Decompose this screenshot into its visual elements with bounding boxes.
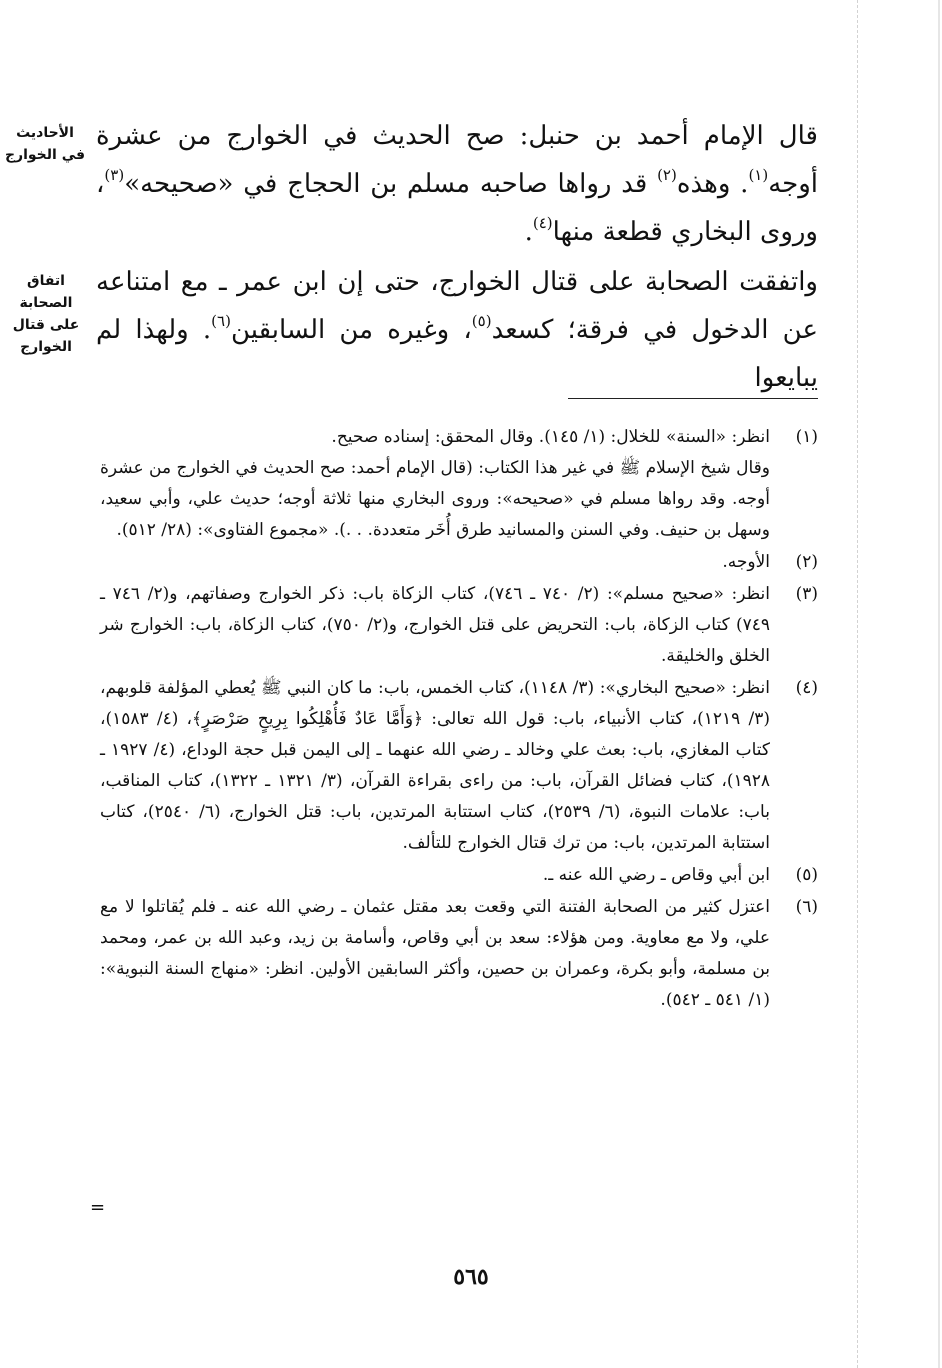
para1-line2-end: ، وروى البخاري قطعة منها	[96, 169, 818, 247]
footnote-number: (٦)	[795, 897, 818, 917]
margin-note-hadiths-on-khawarij: الأحاديث في الخوارج	[4, 125, 86, 163]
footnote-ref-2[interactable]: (٢)	[657, 166, 677, 184]
footnote-number: (٤)	[795, 678, 818, 698]
footnote-text: الأوجه.	[722, 552, 770, 572]
footnote-ref-5[interactable]: (٥)	[471, 312, 492, 330]
footnote-5	[100, 860, 818, 891]
footnote-3	[100, 579, 818, 672]
para2-text-mid: ، وغيره من السابقين	[230, 315, 472, 345]
footnote-ref-6[interactable]: (٦)	[211, 312, 231, 330]
footnote-text: انظر: «صحيح البخاري»: (٣/ ١١٤٨)، كتاب الخمس، باب: ما كان النبي ﷺ يُعطي المؤلفة قلوبهم، (٣/ ١٢١٩)، كتاب الأنبياء، باب: قول الله تعالى: ﴿وَأَمَّا عَادٌ فَأُهْلِكُوا بِرِيحٍ صَرْصَرٍ﴾، (٤/ ١٥٨٣)، كتاب المغازي، باب: بعث علي وخالد ـ رضي الله عنهما ـ إلى اليمن قبل حجة الوداع، (٤/ ١٩٢٧ ـ ١٩٢٨)، كتاب فضائل القرآن، باب: من راءى بقراءة القرآن، (٣/ ١٣٢١ ـ ١٣٢٢)، كتاب المناقب، باب: علامات النبوة، (٦/ ٢٥٣٩)، كتاب استتابة المرتدين، باب: قتل الخوارج، (٦/ ٢٥٤٠)، كتاب استتابة المرتدين، باب: من ترك قتال الخوارج للتألف.	[100, 678, 771, 853]
footnote-text: انظر: «صحيح مسلم»: (٢/ ٧٤٠ ـ ٧٤٦)، كتاب الزكاة باب: ذكر الخوارج وصفاتهم، و(٢/ ٧٤٦ ـ ٧٤٩) كتاب الزكاة، باب: التحريض على قتل الخوارج، و(٢/ ٧٥٠)، كتاب الزكاة، باب: الخوارج شر الخلق والخليقة.	[100, 584, 771, 666]
footnote-2	[100, 547, 818, 578]
footnote-text: اعتزل كثير من الصحابة الفتنة التي وقعت بعد مقتل عثمان ـ رضي الله عنه ـ فلم يُقاتلوا لا مع علي، ولا مع معاوية. ومن هؤلاء: سعد بن أبي وقاص، وأسامة بن زيد، وعبد الله بن عمر، ومحمد بن مسلمة، وأبو بكرة، وعمران بن حصين، وأكثر السابقين الأولين. انظر: «منهاج السنة النبوية»: (١/ ٥٤١ ـ ٥٤٢).	[100, 897, 770, 1010]
gutter-line	[857, 0, 859, 1368]
para2-text-end: . ولهذا لم يبايعوا	[96, 315, 818, 393]
main-text	[96, 112, 818, 402]
paragraph-2	[96, 258, 818, 402]
footnote-number: (١)	[795, 427, 818, 447]
footnote-ref-3[interactable]: (٣)	[104, 166, 125, 184]
footnote-1	[100, 422, 818, 546]
margin-note-companions-agreement: اتفاق الصحابة على قتال الخوارج	[12, 273, 80, 355]
footnote-ref-4[interactable]: (٤)	[532, 214, 553, 232]
para1-line1-end: .	[740, 169, 749, 199]
paragraph-1	[96, 112, 818, 256]
para2-text-start: واتفقت الصحابة على قتال الخوارج، حتى إن ابن عمر ـ مع امتناعه عن الدخول في فرقة؛ كسعد	[96, 267, 818, 345]
footnote-6	[100, 892, 818, 1016]
footnote-number: (٣)	[795, 584, 818, 604]
footnote-4	[100, 673, 818, 859]
para1-line2-start: وهذه	[676, 169, 731, 199]
para1-line1: قال الإمام أحمد بن حنبل: صح الحديث في الخوارج من عشرة أوجه	[96, 121, 819, 199]
footnote-text: انظر: «السنة» للخلال: (١/ ١٤٥). وقال المحقق: إسناده صحيح. وقال شيخ الإسلام ﷺ في غير هذا الكتاب: (قال الإمام أحمد: صح الحديث في الخوارج من عشرة أوجه. وقد رواها مسلم في «صحيحه»: وروى البخاري منها ثلاثة أوجه؛ حديث علي، وأبي سعيد، وسهل بن حنيف. وفي السنن والمسانيد طرق أُخَر متعددة. . .). «مجموع الفتاوى»: (٢٨/ ٥١٢).	[100, 427, 770, 540]
footnote-number: (٢)	[795, 552, 818, 572]
footnote-text: ابن أبي وقاص ـ رضي الله عنه ـ.	[542, 865, 770, 885]
footnotes	[100, 422, 818, 1017]
para1-line3-end: .	[524, 217, 533, 247]
footnote-ref-1[interactable]: (١)	[748, 166, 769, 184]
continuation-mark: =	[90, 1197, 106, 1218]
scan-edge	[938, 0, 940, 1368]
footnote-separator	[568, 398, 818, 399]
footnote-number: (٥)	[795, 865, 818, 885]
page-number: ٥٦٥	[453, 1264, 489, 1290]
para1-line2-mid: قد رواها صاحبه مسلم بن الحجاج في «صحيحه»	[124, 169, 658, 199]
